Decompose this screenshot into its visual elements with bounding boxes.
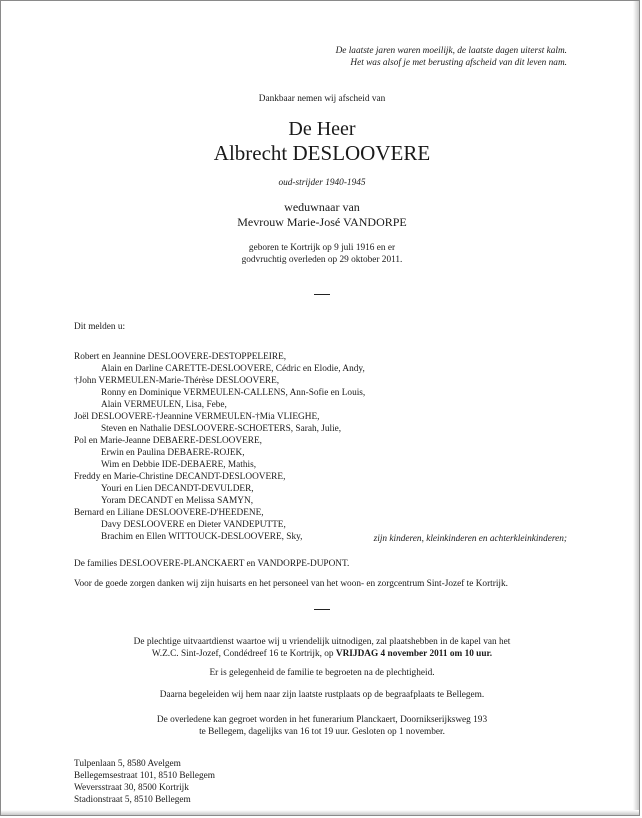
family-line: Wim en Debbie IDE-DEBAERE, Mathis, xyxy=(101,460,257,470)
death-info: godvruchtig overleden op 29 oktober 2011. xyxy=(241,255,403,265)
birth-info: geboren te Kortrijk op 9 juli 1916 en er xyxy=(248,243,396,253)
funeral-home-line-2: te Bellegem, dagelijks van 16 tot 19 uur. Gesloten op 1 november. xyxy=(199,727,445,737)
divider-2 xyxy=(314,609,330,610)
quote-line-2: Het was alsof je met berusting afscheid van dit leven nam. xyxy=(350,58,567,68)
family-line: Freddy en Marie-Christine DECANDT-DESLOOVERE, xyxy=(74,472,286,482)
family-line: Steven en Nathalie DESLOOVERE-SCHOETERS, Sarah, Julie, xyxy=(101,424,342,434)
ceremony-date: VRIJDAG 4 november 2011 om 10 uur. xyxy=(335,649,493,659)
quote-line-1: De laatste jaren waren moeilijk, de laatste dagen uiterst kalm. xyxy=(335,46,567,56)
family-line: Alain en Darline CARETTE-DESLOOVERE, Cédric en Elodie, Andy, xyxy=(101,364,365,374)
family-line: Davy DESLOOVERE en Dieter VANDEPUTTE, xyxy=(101,520,286,530)
ceremony-line-1: De plechtige uitvaartdienst waartoe wij u vriendelijk uitnodigen, zal plaatshebben in de kapel van het xyxy=(133,637,511,647)
family-line: Youri en Lien DECANDT-DEVULDER, xyxy=(101,484,254,494)
address-line: Tulpenlaan 5, 8580 Avelgem xyxy=(74,759,181,769)
divider-1 xyxy=(314,294,330,295)
widower-label: weduwnaar van xyxy=(284,200,360,214)
ceremony-location: W.Z.C. Sint-Jozef, Condédreef 16 te Kortrijk, op xyxy=(151,649,334,659)
ceremony-line-2 xyxy=(1,648,640,660)
family-line: Pol en Marie-Jeanne DEBAERE-DESLOOVERE, xyxy=(74,436,262,446)
thanks-line: Voor de goede zorgen danken wij zijn huisarts en het personeel van het woon- en zorgcentrum Sint-Jozef te Kortrijk. xyxy=(74,579,508,589)
honorific: De Heer xyxy=(288,118,356,140)
funeral-home-line-1: De overledene kan gegroet worden in het funerarium Planckaert, Doornikserijksweg 193 xyxy=(156,715,488,725)
address-line: Weversstraat 30, 8500 Kortrijk xyxy=(74,783,189,793)
family-line: Alain VERMEULEN, Lisa, Febe, xyxy=(101,400,227,410)
family-line: Joël DESLOOVERE-†Jeannine VERMEULEN-†Mia VLIEGHE, xyxy=(74,412,320,422)
opening-quote xyxy=(336,45,567,69)
family-line: Yoram DECANDT en Melissa SAMYN, xyxy=(101,496,254,506)
spouse-name: Mevrouw Marie-José VANDORPE xyxy=(237,215,407,229)
announce-label: Dit melden u: xyxy=(74,322,126,332)
intro-text: Dankbaar nemen wij afscheid van xyxy=(258,94,386,104)
family-line: Erwin en Paulina DEBAERE-ROJEK, xyxy=(101,448,245,458)
family-line: Robert en Jeannine DESLOOVERE-DESTOPPELEIRE, xyxy=(74,352,287,362)
veteran-line: oud-strijder 1940-1945 xyxy=(278,178,366,188)
condolence-line: Er is gelegenheid de familie te begroeten na de plechtigheid. xyxy=(209,668,435,678)
family-line: Ronny en Dominique VERMEULEN-CALLENS, Ann-Sofie en Louis, xyxy=(101,388,366,398)
family-line: Brachim en Ellen WITTOUCK-DESLOOVERE, Sky, xyxy=(101,532,303,542)
address-line: Stadionstraat 5, 8510 Bellegem xyxy=(74,795,191,805)
deceased-name: Albrecht DESLOOVERE xyxy=(213,141,431,165)
burial-line: Daarna begeleiden wij hem naar zijn laatste rustplaats op de begraafplaats te Bellegem. xyxy=(159,690,485,700)
family-roles: zijn kinderen, kleinkinderen en achterkleinkinderen; xyxy=(373,534,567,544)
family-line: Bernard en Liliane DESLOOVERE-D'HEEDENE, xyxy=(74,508,264,518)
family-line: †John VERMEULEN-Marie-Thérèse DESLOOVERE, xyxy=(74,376,280,386)
page-shadow-bottom xyxy=(1,810,639,815)
families-line: De families DESLOOVERE-PLANCKAERT en VANDORPE-DUPONT. xyxy=(74,559,350,569)
address-line: Bellegemsestraat 101, 8510 Bellegem xyxy=(74,771,215,781)
